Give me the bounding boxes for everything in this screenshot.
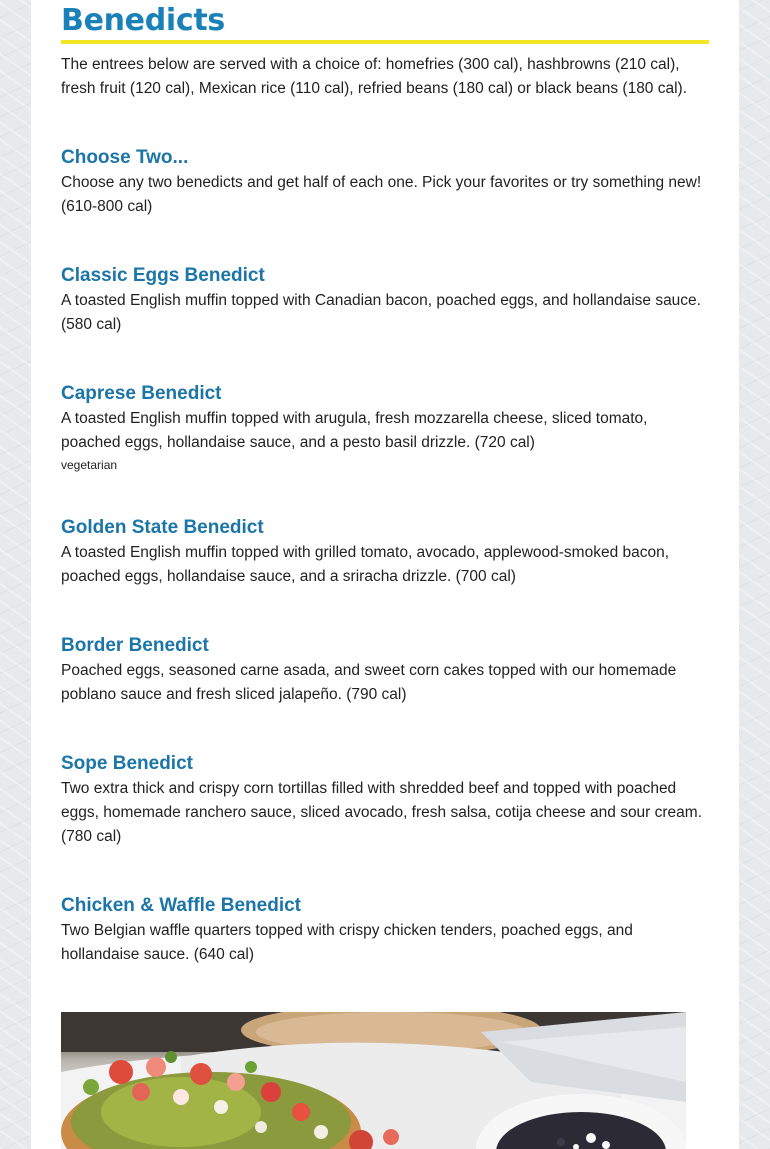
- menu-item-border-benedict: [61, 633, 709, 707]
- menu-item-chicken-waffle-benedict: [61, 893, 709, 967]
- menu-item-sope-benedict: [61, 751, 709, 849]
- menu-content: [61, 0, 709, 967]
- menu-item-name: Caprese Benedict: [61, 383, 222, 404]
- menu-item-name: Chicken & Waffle Benedict: [61, 895, 302, 916]
- menu-item-name: Sope Benedict: [61, 753, 193, 774]
- menu-item-description: Poached eggs, seasoned carne asada, and sweet corn cakes topped with our homemade poblano sauce and fresh sliced jalapeño. (790 cal): [61, 662, 677, 703]
- menu-item-name: Choose Two...: [61, 147, 189, 168]
- intro-text: The entrees below are served with a choice of: homefries (300 cal), hashbrowns (210 cal), fresh fruit (120 cal), Mexican rice (110 cal), refried beans (180 cal) or black beans (180 cal).: [61, 56, 688, 97]
- food-photo: [61, 1012, 686, 1149]
- menu-card: [31, 0, 739, 1149]
- menu-item-description: Choose any two benedicts and get half of each one. Pick your favorites or try something new! (610-800 cal): [61, 174, 702, 215]
- menu-item-name: Golden State Benedict: [61, 517, 264, 538]
- menu-item-description: A toasted English muffin topped with Canadian bacon, poached eggs, and hollandaise sauce. (580 cal): [61, 292, 701, 333]
- menu-item-classic-eggs-benedict: [61, 263, 709, 337]
- menu-item-choose-two: [61, 145, 709, 219]
- menu-item-description: Two extra thick and crispy corn tortillas filled with shredded beef and topped with poached eggs, homemade ranchero sauce, sliced avocado, fresh salsa, cotija cheese and sour cream. (780 cal): [61, 780, 703, 845]
- page-title: Benedicts: [61, 3, 225, 38]
- menu-item-golden-state-benedict: [61, 515, 709, 589]
- title-underline: [61, 40, 709, 44]
- menu-item-description: Two Belgian waffle quarters topped with crispy chicken tenders, poached eggs, and hollandaise sauce. (640 cal): [61, 922, 633, 963]
- menu-item-description: A toasted English muffin topped with arugula, fresh mozzarella cheese, sliced tomato, poached eggs, hollandaise sauce, and a pesto basil drizzle. (720 cal): [61, 410, 648, 451]
- dietary-tag: vegetarian: [61, 458, 118, 472]
- food-photo-illustration: [61, 1012, 686, 1149]
- menu-item-name: Classic Eggs Benedict: [61, 265, 265, 286]
- menu-item-description: A toasted English muffin topped with grilled tomato, avocado, applewood-smoked bacon, poached eggs, hollandaise sauce, and a sriracha drizzle. (700 cal): [61, 544, 670, 585]
- menu-item-name: Border Benedict: [61, 635, 209, 656]
- menu-item-caprese-benedict: [61, 381, 709, 473]
